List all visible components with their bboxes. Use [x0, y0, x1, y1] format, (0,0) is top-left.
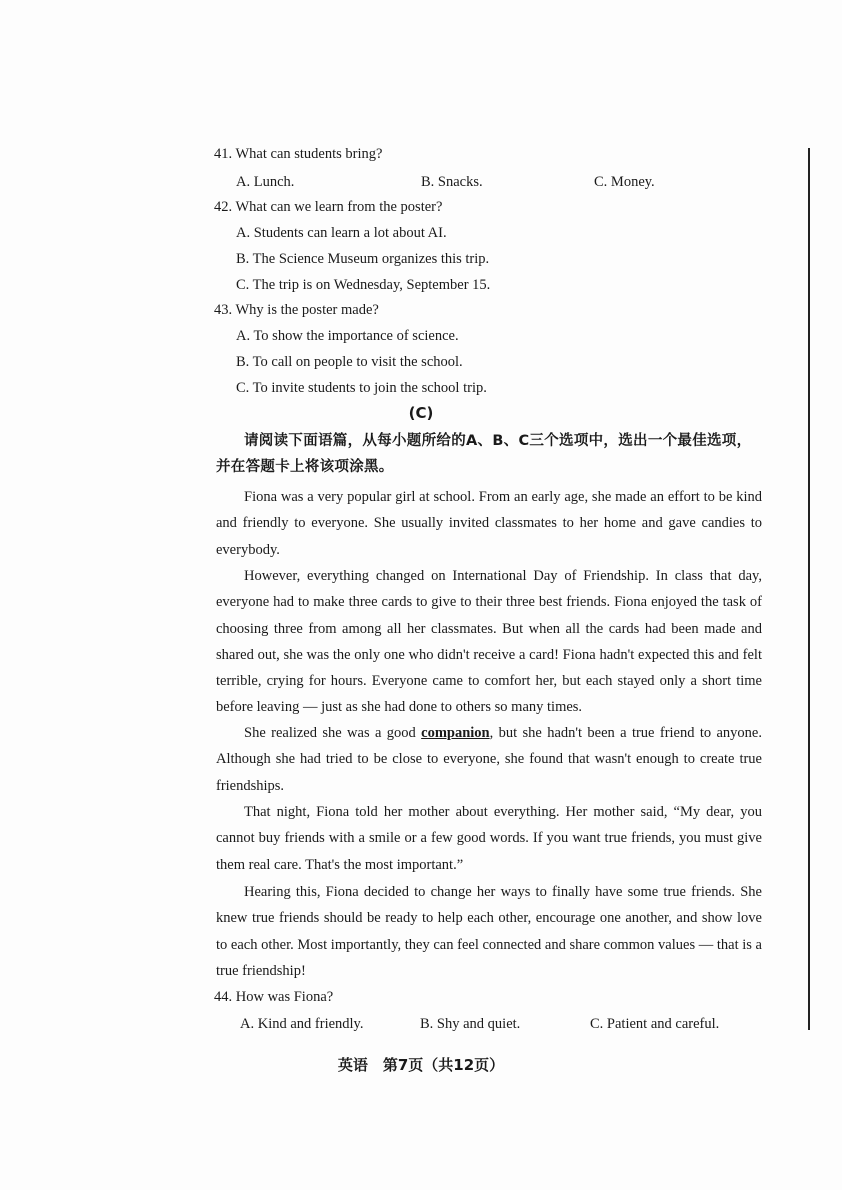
question-43: 43. Why is the poster made? [214, 302, 379, 318]
p3-text-after: , but she hadn't been a true friend to anyone. Although she had tried to be close to everyone, she found that wasn't enough to create true friendships. [216, 725, 762, 794]
q41-option-b: B. Snacks. [421, 174, 483, 190]
q44-option-c: C. Patient and careful. [590, 1016, 720, 1032]
question-44: 44. How was Fiona? [214, 989, 334, 1005]
margin-rule-line [808, 148, 810, 1030]
passage-paragraph-2: However, everything changed on International Day of Friendship. In class that day, everyone had to make three cards to give to their three best friends. Fiona enjoyed the task of choosing three from among all her classmates. But when all the cards had been made and shared out, she was the only one who didn't receive a card! Fiona hadn't expected this and felt terrible, crying for hours. Everyone came to comfort her, but each stayed only a short time before leaving — just as she had done to others so many times. [216, 568, 762, 716]
section-label: (C) [408, 404, 434, 422]
p3-text-before: She realized she was a good [244, 725, 422, 741]
question-42: 42. What can we learn from the poster? [214, 199, 443, 215]
q42-option-c: C. The trip is on Wednesday, September 15. [236, 277, 491, 293]
keyword-companion: companion [421, 725, 490, 741]
passage-paragraph-4: That night, Fiona told her mother about everything. Her mother said, “My dear, you cannot buy friends with a smile or a few good words. If you want true friends, you must give them real care. That's the most important.” [216, 804, 762, 873]
q44-option-a: A. Kind and friendly. [240, 1016, 364, 1032]
q43-option-c: C. To invite students to join the school trip. [236, 380, 487, 396]
q43-option-b: B. To call on people to visit the school. [236, 354, 463, 370]
q42-option-a: A. Students can learn a lot about AI. [236, 225, 447, 241]
q41-option-a: A. Lunch. [236, 174, 295, 190]
q42-option-b: B. The Science Museum organizes this trip. [236, 251, 490, 267]
section-instruction: 请阅读下面语篇，从每小题所给的A、B、C三个选项中，选出一个最佳选项，并在答题卡上将该项涂黑。 [216, 433, 752, 475]
passage-paragraph-1: Fiona was a very popular girl at school. From an early age, she made an effort to be kind and friendly to everyone. She usually invited classmates to her home and gave candies to everybody. [216, 489, 762, 558]
q43-option-a: A. To show the importance of science. [236, 328, 459, 344]
q41-option-c: C. Money. [594, 174, 655, 190]
passage-paragraph-3 [216, 720, 762, 799]
page-footer: 英语 第7页（共12页） [337, 1056, 505, 1074]
q44-option-b: B. Shy and quiet. [420, 1016, 521, 1032]
passage-paragraph-5: Hearing this, Fiona decided to change her ways to finally have some true friends. She knew true friends should be ready to help each other, encourage one another, and show love to each other. Most importantly, they can feel connected and share common values — that is a true friendship! [216, 884, 762, 979]
question-41: 41. What can students bring? [214, 146, 383, 162]
